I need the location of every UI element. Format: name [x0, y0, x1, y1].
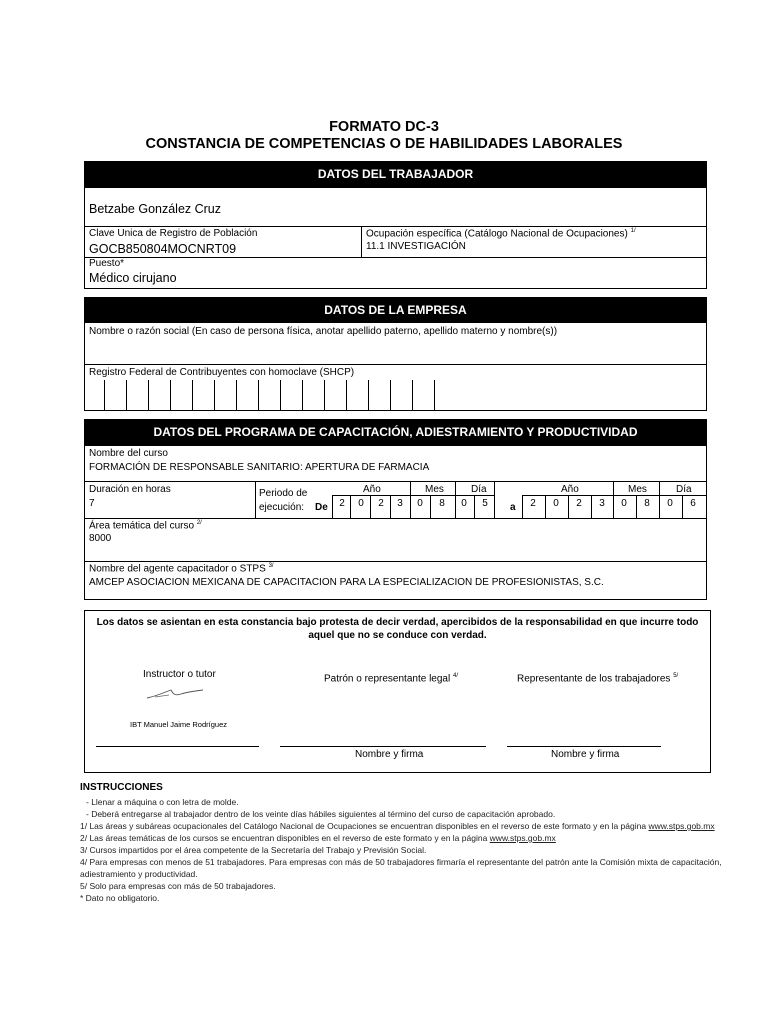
period-label: Periodo de [259, 488, 308, 499]
end-digit: 0 [621, 498, 627, 509]
instruction-line: 2/ Las áreas temáticas de los cursos se encuentran disponibles en el reverso de este formato y en la página www.stps.gob.mx [80, 833, 556, 843]
end-digit: 0 [667, 498, 673, 509]
position-value: Médico cirujano [89, 271, 177, 285]
start-month-label: Mes [425, 484, 444, 495]
occupation-label: Ocupación específica (Catálogo Nacional de Ocupaciones) $^{1/}$ [366, 228, 636, 240]
from-label: De [315, 502, 328, 513]
area-value: 8000 [89, 533, 112, 544]
start-day-label: Día [471, 484, 487, 495]
start-digit: 0 [417, 498, 423, 509]
statement-line-2: aquel que no se conduce con verdad. [308, 630, 487, 641]
curp-value: GOCB850804MOCNRT09 [89, 242, 237, 256]
start-digit: 8 [439, 498, 445, 509]
start-digit: 0 [461, 498, 467, 509]
statement-line-1: Los datos se asientan en esta constancia bajo protesta de decir verdad, apercibidos de la responsabilidad en que incurre todo [96, 617, 699, 628]
employer-signature-line [280, 746, 486, 747]
start-digit: 2 [378, 498, 384, 509]
instruction-line: * Dato no obligatorio. [80, 893, 160, 903]
end-digit: 8 [644, 498, 650, 509]
stps-link[interactable]: www.stps.gob.mx [648, 821, 715, 831]
start-year-label: Año [363, 484, 381, 495]
employer-sign-caption: Nombre y firma [355, 749, 424, 760]
rfc-label: Registro Federal de Contribuyentes con homoclave (SHCP) [89, 367, 355, 378]
worker-section-title: DATOS DEL TRABAJADOR [84, 161, 707, 188]
instructor-label: Instructor o tutor [143, 669, 216, 680]
area-label: Área temática del curso $^{2/}$ [89, 520, 202, 532]
end-digit: 2 [576, 498, 582, 509]
duration-value: 7 [89, 498, 95, 509]
curp-label: Clave Unica de Registro de Población [89, 228, 258, 239]
program-section-title: DATOS DEL PROGRAMA DE CAPACITACIÓN, ADIESTRAMIENTO Y PRODUCTIVIDAD [84, 419, 707, 446]
start-digit: 0 [358, 498, 364, 509]
company-name-label: Nombre o razón social (En caso de persona física, anotar apellido paterno, apellido materno y nombre(s)) [89, 326, 558, 337]
start-digit: 2 [339, 498, 345, 509]
workers-rep-label: Representante de los trabajadores $^{5/}$ [517, 673, 679, 685]
duration-label: Duración en horas [89, 484, 171, 495]
worker-name: Betzabe González Cruz [89, 202, 222, 216]
workers-sign-caption: Nombre y firma [551, 749, 620, 760]
course-value: FORMACIÓN DE RESPONSABLE SANITARIO: APERTURA DE FARMACIA [89, 462, 430, 473]
end-day-label: Día [676, 484, 692, 495]
instructor-signature [145, 686, 205, 702]
form-title: CONSTANCIA DE COMPETENCIAS O DE HABILIDADES LABORALES [145, 136, 623, 152]
agent-value: AMCEP ASOCIACION MEXICANA DE CAPACITACION PARA LA ESPECIALIZACION DE PROFESIONISTAS, S.C. [89, 577, 604, 588]
to-label: a [510, 502, 516, 513]
company-section-title: DATOS DE LA EMPRESA [84, 297, 707, 323]
period-label-2: ejecución: [259, 502, 305, 513]
start-digit: 3 [397, 498, 403, 509]
end-digit: 3 [599, 498, 605, 509]
position-label: Puesto* [89, 258, 125, 269]
instruction-line: 3/ Cursos impartidos por el área competente de la Secretaría del Trabajo y Previsión Social. [80, 845, 427, 855]
employer-label: Patrón o representante legal $^{4/}$ [324, 673, 458, 685]
instruction-line: 1/ Las áreas y subáreas ocupacionales del Catálogo Nacional de Ocupaciones se encuentran disponibles en el reverso de este formato y en la página www.stps.gob.mx [80, 821, 715, 831]
end-digit: 2 [530, 498, 536, 509]
instructor-signature-line [96, 746, 259, 747]
agent-label: Nombre del agente capacitador o STPS $^{3/}$ [89, 563, 274, 575]
stps-link[interactable]: www.stps.gob.mx [489, 833, 556, 843]
instruction-line: adiestramiento y productividad. [80, 869, 198, 879]
instructor-name: IBT Manuel Jaime Rodríguez [130, 720, 227, 729]
course-label: Nombre del curso [89, 448, 168, 459]
instructions-title: INSTRUCCIONES [80, 782, 163, 793]
workers-signature-line [507, 746, 661, 747]
end-month-label: Mes [628, 484, 647, 495]
end-digit: 0 [553, 498, 559, 509]
end-digit: 6 [690, 498, 696, 509]
instruction-line: - Deberá entregarse al trabajador dentro de los veinte días hábiles siguientes al término del curso de capacitación aprobado. [86, 809, 556, 819]
form-code: FORMATO DC-3 [329, 119, 439, 135]
instruction-line: 4/ Para empresas con menos de 51 trabajadores. Para empresas con más de 50 trabajadores firmaría el representante del patrón ante la Comisión mixta de capacitación, [80, 857, 722, 867]
instruction-line: 5/ Solo para empresas con más de 50 trabajadores. [80, 881, 276, 891]
occupation-value: 11.1 INVESTIGACIÓN [366, 241, 466, 252]
start-digit: 5 [482, 498, 488, 509]
end-year-label: Año [561, 484, 579, 495]
instruction-line: - Llenar a máquina o con letra de molde. [86, 797, 239, 807]
